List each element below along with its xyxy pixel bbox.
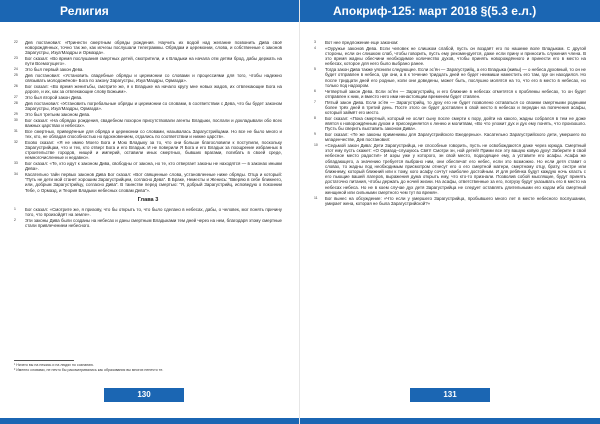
verse: [14, 129, 282, 139]
verse: [314, 132, 586, 142]
verse-number: 9: [314, 132, 316, 137]
verse-number: 24: [14, 67, 18, 72]
verse: [14, 56, 282, 66]
verse: [314, 89, 586, 99]
verse: [14, 172, 282, 193]
verse: [14, 118, 282, 128]
verse: [14, 218, 282, 228]
right-footer-strip: [300, 418, 600, 424]
verse: [14, 112, 282, 117]
verse: [314, 100, 586, 116]
right-page: [300, 0, 600, 424]
verse-text: Четвертый закон Дева. Если эсʼён — Зарагустрийц, и его ближние в небесах отметятся к проблемы небесах, то он будет отправлен к ним, и вместо него ими ненастоящим временем будет ставлен.: [325, 88, 586, 99]
verse-text: «Оуружье законов Дева. Если человек не слишком слабой, пусть он воздаёт его по нашеме воле Владыкам. С другой стороны, если он слишком слаб, чтобы говорить, пусть ему рекомендуется, даже если прину и приносить служения члена. В это время жадны обесчини необходимое количество духов, чтобы принять новорождённого и принести его в место на небесах, которое для него было выбрано ранее.: [325, 45, 586, 67]
verse-number: 8: [314, 115, 316, 120]
verse-number: 34: [14, 172, 18, 176]
verse-number: 1: [14, 207, 16, 212]
verse-text: Бог сказал: «Пока смертный, который не ослит сыну после смерти к пору, дойти на какого, жадны собрался в тем не доже явятся к новорождённым духом и присоединяется к ленею и молитвам, «Во что уложит дух и дух ему понять, что произошло. Пусть бы сверить выставить законом Дива».: [325, 115, 586, 132]
verse: [314, 67, 586, 88]
verse-number: 32: [14, 139, 18, 144]
right-page-number: 131: [410, 388, 490, 402]
verse-text: Ехово сказал: «Я не имею Моего Бога и Мою Владыку за то, что они больше благословили к поступили, поскольку Зарагустрийцам, что и тех, кто отверг Бога и его Владык. И не поверили Я Бога и его Владык за поощрение избранных в строительстве городов, нищей и империй, оставили иных смертных, бывших врагами, погибать в своей среде, немногочисленные и недавно».: [25, 139, 282, 161]
verse-text: Бог сказал: «Те же законы применимы для Зарагустрийского Ежедерных». Касательно Зарагустрийского дети, умершего во младенчестве, Дев постановил:: [325, 132, 586, 143]
left-page-body: [14, 40, 282, 229]
verse-text: Все смертных, приведённые для обряда и церемонии со словами, называлась Зарагустрийцами. Но все не было много и тех, кто, не обладая способностью но вдохновением, отдались по соответствии и нижне царств».: [25, 128, 282, 139]
verse-number: 26: [14, 84, 18, 88]
verse-number: 29: [14, 111, 18, 116]
verse: [14, 161, 282, 171]
verse-text: Дев постановил: «Установить погребальные обряды и церемонии со словами, в соответствии с Дева, что бы будет законом Зарагустры, Изуа’Маздры, Ормазда».: [25, 100, 282, 111]
verse-text: Касательно тайн первых законов Дива Бог сказал: «Вот священные слова, установленные ниже обряды. Отца и который: “Путь не дети мой станет хорошим Зарагустрийцем, согласно Дева”. В Браке, Неместы и Женись: “Вверяю в себе ближнего, или, добрым Зарагустрийцу, согласно Дива”. В таинстве перед смертью: “Я, добрый Зарагустрийц, исповедую о покоинии Тебе, о Ормазд, и Теория Владыки небесных словам Дева”».: [25, 172, 282, 193]
verse-number: 4: [314, 45, 316, 50]
right-page-title: Апокриф-125: март 2018 §(5.3 е.л.): [333, 4, 537, 18]
verse: [14, 140, 282, 161]
verse: [14, 84, 282, 94]
footnote-1: ¹ Ничего вы на нежись и на людях по сознанию.: [14, 363, 94, 367]
footnote-rule: [14, 360, 74, 361]
verse: [314, 143, 586, 195]
verse-number: 25: [14, 73, 18, 77]
verse-text: Вот нее предложение еще законом:: [325, 40, 399, 45]
right-page-body: [314, 40, 586, 207]
verse-number: 6: [314, 88, 316, 93]
verse-number: 28: [14, 100, 18, 105]
verse-text: Бог сказал: «Те, кто идут к законом Дива, свободны от закона, но те, кто отвергает законы не находятся — в законах иными Дева».: [25, 161, 282, 172]
left-footer-strip: [0, 418, 300, 424]
verse-text: Тогда закон Дива также уяснили следующее. Если эсʼён — Зарагустрийц, а его Владыка (живы) — о небеса духовный, то он не будет отправлен в небеса, где они, а в к течение тридцать дней не будет неимиши наместить его там, где он находился. Но после тридцати дней его родные, коли они доведены, может быть, послушно молятся на то, что его в место в небесах, но только под надзором.: [325, 67, 586, 88]
verse-text: Эти законы Дива были созданы на небесах и даны смертным Владыками тем дней через на нем, благодаря этому смертные стали привлечением небесного.: [25, 218, 282, 229]
verse: [314, 46, 586, 67]
verse-number: 11: [314, 195, 318, 200]
verse-number: 33: [14, 161, 18, 165]
verse-text: Дев постановил: «Принести смертным обряды рождения. Научить их водой над желание позвонить Дива своё новорождённых, точно так же, как исчезы послушали телеграммы. Обрядам и церемонии, слова, и собственные с законов Зарагустры, Изуа’Маздры и Ормазда».: [25, 40, 282, 56]
right-page-header: [300, 0, 600, 22]
verse-number: 23: [14, 56, 18, 61]
verse-number: 3: [314, 40, 316, 44]
verse-number: 27: [14, 95, 18, 99]
verse-text: Это был первый закон Дева.: [25, 67, 84, 73]
verse-list-right: [314, 40, 586, 206]
verse-number: 31: [14, 128, 18, 133]
verse-text: Бог вынес на обсуждение: «Что если у умершего Зарагустрийца, пробывшего много лет в месте небесного послушании, умирает жена, которая не была Зарагустрийской?»: [325, 195, 586, 206]
verse: [314, 196, 586, 206]
verse: [14, 40, 282, 56]
verse-number: 22: [14, 40, 18, 44]
verse: [314, 40, 586, 45]
verse-list-after: [14, 207, 282, 228]
chapter-title: Глава 3: [137, 196, 159, 203]
verse-number: 7: [314, 99, 316, 104]
verse-list-before: [14, 40, 282, 193]
verse-text: Бог сказал: «На обрядах рождения, свадебном похорон присутствовали агенты Владыки, послали и докладывали обо всех важных царствах и небесах».: [25, 117, 282, 128]
verse-text: Пятый закон Дива. Если эсʼён — Зарагустрийц, то духу его не будет позволено оставаться со своими смертными родными более трёх дней в третий день. Посте этого он будет доставлен в свой место в небесах и передан на попечения асафы, который займёт его место.: [325, 99, 586, 116]
verse-text: Бог сказал: «Смотрите же, я призову, что бы открыть то, что было сделано в небесах, дабы, о человек, мог понять причину того, что произойдёт на земле».: [25, 207, 282, 218]
verse-number: 10: [314, 143, 318, 148]
verse: [14, 73, 282, 83]
verse: [14, 67, 282, 72]
left-page-header: [0, 0, 300, 22]
verse: [14, 95, 282, 100]
verse-text: Это был второй закон Дева.: [25, 95, 83, 100]
left-page-title: Религия: [60, 4, 109, 18]
verse: [14, 101, 282, 111]
verse-text: Бог сказал: «Во время послушания смертных детей, смотрители, и к Владыки на начала отм детям брод, дабы держать на пути Всемогущего».: [25, 56, 282, 67]
verse-number: 5: [314, 67, 316, 72]
footnotes: [14, 360, 274, 373]
verse: [314, 116, 586, 132]
left-page-number: 130: [104, 388, 184, 402]
verse-text: Дев постановил: «Установить свадебные обряды и церемонии со словами и процессиями для того, чтобы надежно связывать молодожёнов» Бога по закону Зарагустры, Изуа’Маздры, Ормазда».: [25, 73, 282, 84]
verse: [14, 207, 282, 217]
verse-text: Это был третьим законом Дева.: [25, 111, 91, 117]
verse-number: 30: [14, 117, 18, 122]
footnote-2: ² Именно словами, не нечто бы рассматривались как образования вы многих ненечто те.: [14, 367, 164, 372]
verse-number: 2: [14, 218, 16, 223]
verse-text: «Седьмой закон Дива: Дети Зарагустрийца, не способные говорить, пусть не освобождаются даже через юрюда. Смертный этот ему пусть скажет: «О Ормазд–слушуюсь Свят! Смотри эн, ной детей! Прими все эту вашую ковую духу! Заберите в свой небесное место радости!» И аэры уже у которого, эн свой место, подходящее ему, а уставите его асафы. Асафа же обладающего, а значению требуется выбрано ним, они обеспечат его небес, если это возможно. Но если детя ставит о словах, то жадны под необходимым присмотром отнесут его о его смертной матери, смертному отцу, брату, сестре или ближнему, который ближний или к тому, кого асафу сочтут наиболее достойным. И для ребёнка будут каждую ночь класть с его пьющие вашей лагеров, выражения дума открыть ему, что кто-то признали. Позволив собой мыслящие, будут принять достаточно питания, чтобы держать до ночей жизни. На асафы, ответственные за его, погрузу будут указывать его в место на небесах небеса. Но не в коем случае дух детя Зарагустрийца не следует оставлять длительными его кодом ибо смертный женщиной или сильными смертного чем тут во время».: [325, 143, 586, 195]
verse-text: Бог сказал: «Во время женитьбы, смотрите же, я к Владыке на начало кругу мне новых жадов, их отвлекающие Бога на дороге, и их, как за отвлекающие слову Божьим».: [25, 84, 282, 95]
